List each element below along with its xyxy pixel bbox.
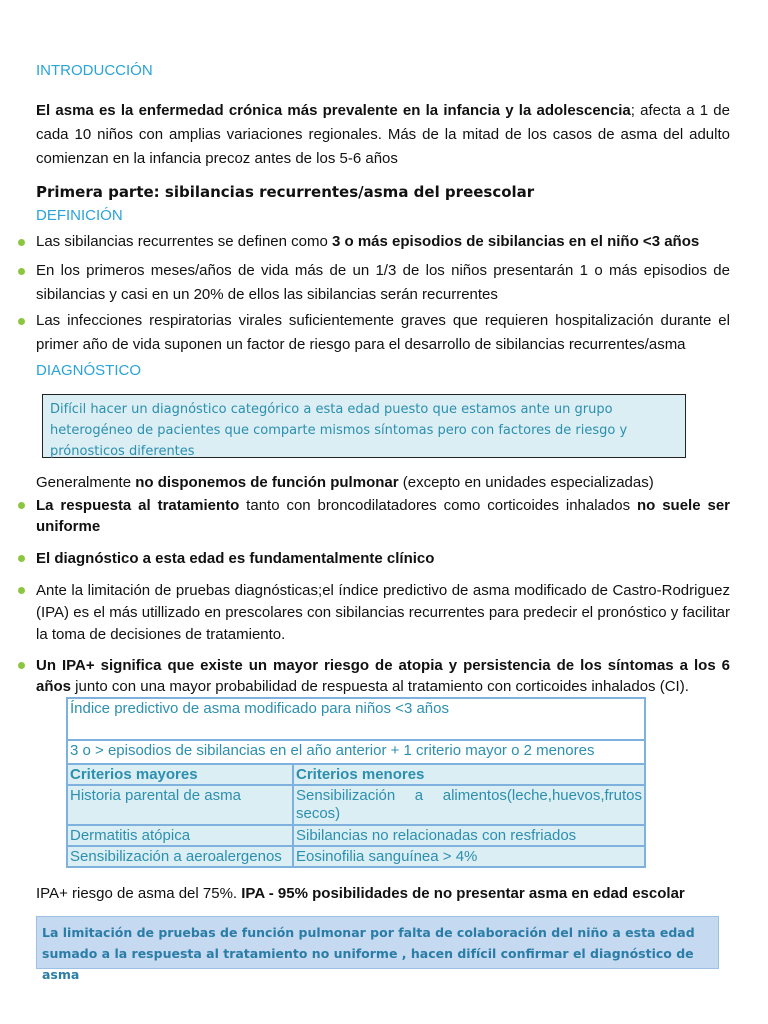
- table-row: [67, 785, 645, 825]
- bullet-bold-text: 3 o más episodios de sibilancias en el niño <3 años: [332, 233, 700, 250]
- bullet-icon: [18, 662, 25, 669]
- bottom-callout: La limitación de pruebas de función pulmonar por falta de colaboración del niño a esta edad sumado a la respuesta al tratamiento no uniforme , hacen difícil confirmar el diagnóstico de asma: [36, 916, 719, 969]
- criterio-menor-cell: Sensibilización a alimentos(leche,huevos,frutos secos): [293, 785, 645, 825]
- part-title: Primera parte: sibilancias recurrentes/asma del preescolar: [36, 183, 535, 201]
- bullet-icon: [18, 318, 25, 325]
- ipa-result-line: [36, 884, 685, 904]
- ipa-result-bold-text: IPA - 95% posibilidades de no presentar asma en edad escolar: [241, 885, 685, 902]
- table-row: [67, 846, 645, 867]
- bullet-icon: [18, 555, 25, 562]
- ipa-result-text: IPA+ riesgo de asma del 75%.: [36, 885, 242, 902]
- intro-text: ; afecta a 1 de cada 10 niños con amplias variaciones regionales. Más de la mitad de los casos de asma del adulto comienzan en la infancia precoz antes de los 5-6 años: [36, 102, 730, 167]
- gen-bold-text: no disponemos de función pulmonar: [135, 474, 399, 491]
- bullet-icon: [18, 268, 25, 275]
- criterio-menor-cell: Eosinofilia sanguínea > 4%: [293, 846, 645, 867]
- bullet-icon: [18, 587, 25, 594]
- diagnostico-callout: Difícil hacer un diagnóstico categórico a esta edad puesto que estamos ante un grupo heterogéneo de pacientes que comparte mismos síntomas pero con factores de riesgo y prónosticos diferentes: [42, 394, 686, 458]
- intro-bold-text: El asma es la enfermedad crónica más prevalente en la infancia y la adolescencia: [36, 102, 631, 119]
- bullet-bold-text: El diagnóstico a esta edad es fundamentalmente clínico: [36, 550, 435, 567]
- criterio-mayor-cell: Sensibilización a aeroalergenos: [67, 846, 293, 867]
- definicion-heading: DEFINICIÓN: [36, 207, 123, 224]
- bullet-text: En los primeros meses/años de vida más de un 1/3 de los niños presentarán 1 o más episodios de sibilancias y casi en un 20% de ellos las sibilancias serán recurrentes: [36, 262, 730, 303]
- criterio-mayor-cell: Dermatitis atópica: [67, 825, 293, 846]
- diagnostico-heading: DIAGNÓSTICO: [36, 362, 142, 379]
- gen-post-text: (excepto en unidades especializadas): [398, 474, 654, 491]
- bullet-text: Las sibilancias recurrentes se definen como: [36, 233, 332, 250]
- bullet-bold-text: La respuesta al tratamiento: [36, 497, 240, 514]
- ipa-table-title: Índice predictivo de asma modificado para niños <3 años: [67, 698, 645, 740]
- col-header-menores: Criterios menores: [293, 764, 645, 785]
- intro-paragraph: [36, 99, 730, 171]
- ipa-table-wrapper: [66, 697, 646, 868]
- ipa-table-subtitle: 3 o > episodios de sibilancias en el año anterior + 1 criterio mayor o 2 menores: [67, 740, 645, 764]
- col-header-mayores: Criterios mayores: [67, 764, 293, 785]
- gen-text: Generalmente: [36, 474, 136, 491]
- bullet-text: junto con una mayor probabilidad de respuesta al tratamiento con corticoides inhalados (CI).: [71, 678, 689, 695]
- bullet-icon: [18, 239, 25, 246]
- bullet-bold-text: Un IPA+ significa que existe un mayor riesgo de atopia y persistencia de los síntomas a los 6 años: [36, 657, 730, 695]
- bullet-icon: [18, 502, 25, 509]
- table-row: [67, 825, 645, 846]
- intro-heading: INTRODUCCIÓN: [36, 62, 153, 79]
- bullet-bold-text: no suele ser uniforme: [36, 497, 730, 535]
- criterio-menor-cell: Sibilancias no relacionadas con resfriados: [293, 825, 645, 846]
- criterio-mayor-cell: Historia parental de asma: [67, 785, 293, 825]
- bullet-text: Ante la limitación de pruebas diagnósticas;el índice predictivo de asma modificado de Castro-Rodriguez (IPA) es el más utillizado en prescolares con sibilancias recurrentes para predecir el pronóstico y facilitar la toma de decisiones de tratamiento.: [36, 582, 730, 643]
- bullet-text: Las infecciones respiratorias virales suficientemente graves que requieren hospitalización durante el primer año de vida suponen un factor de riesgo para el desarrollo de sibilancias recurrentes/asma: [36, 312, 730, 353]
- ipa-table: [66, 697, 646, 868]
- generalmente-line: [36, 473, 654, 493]
- bullet-text: tanto con broncodilatadores como corticoides inhalados: [239, 497, 637, 514]
